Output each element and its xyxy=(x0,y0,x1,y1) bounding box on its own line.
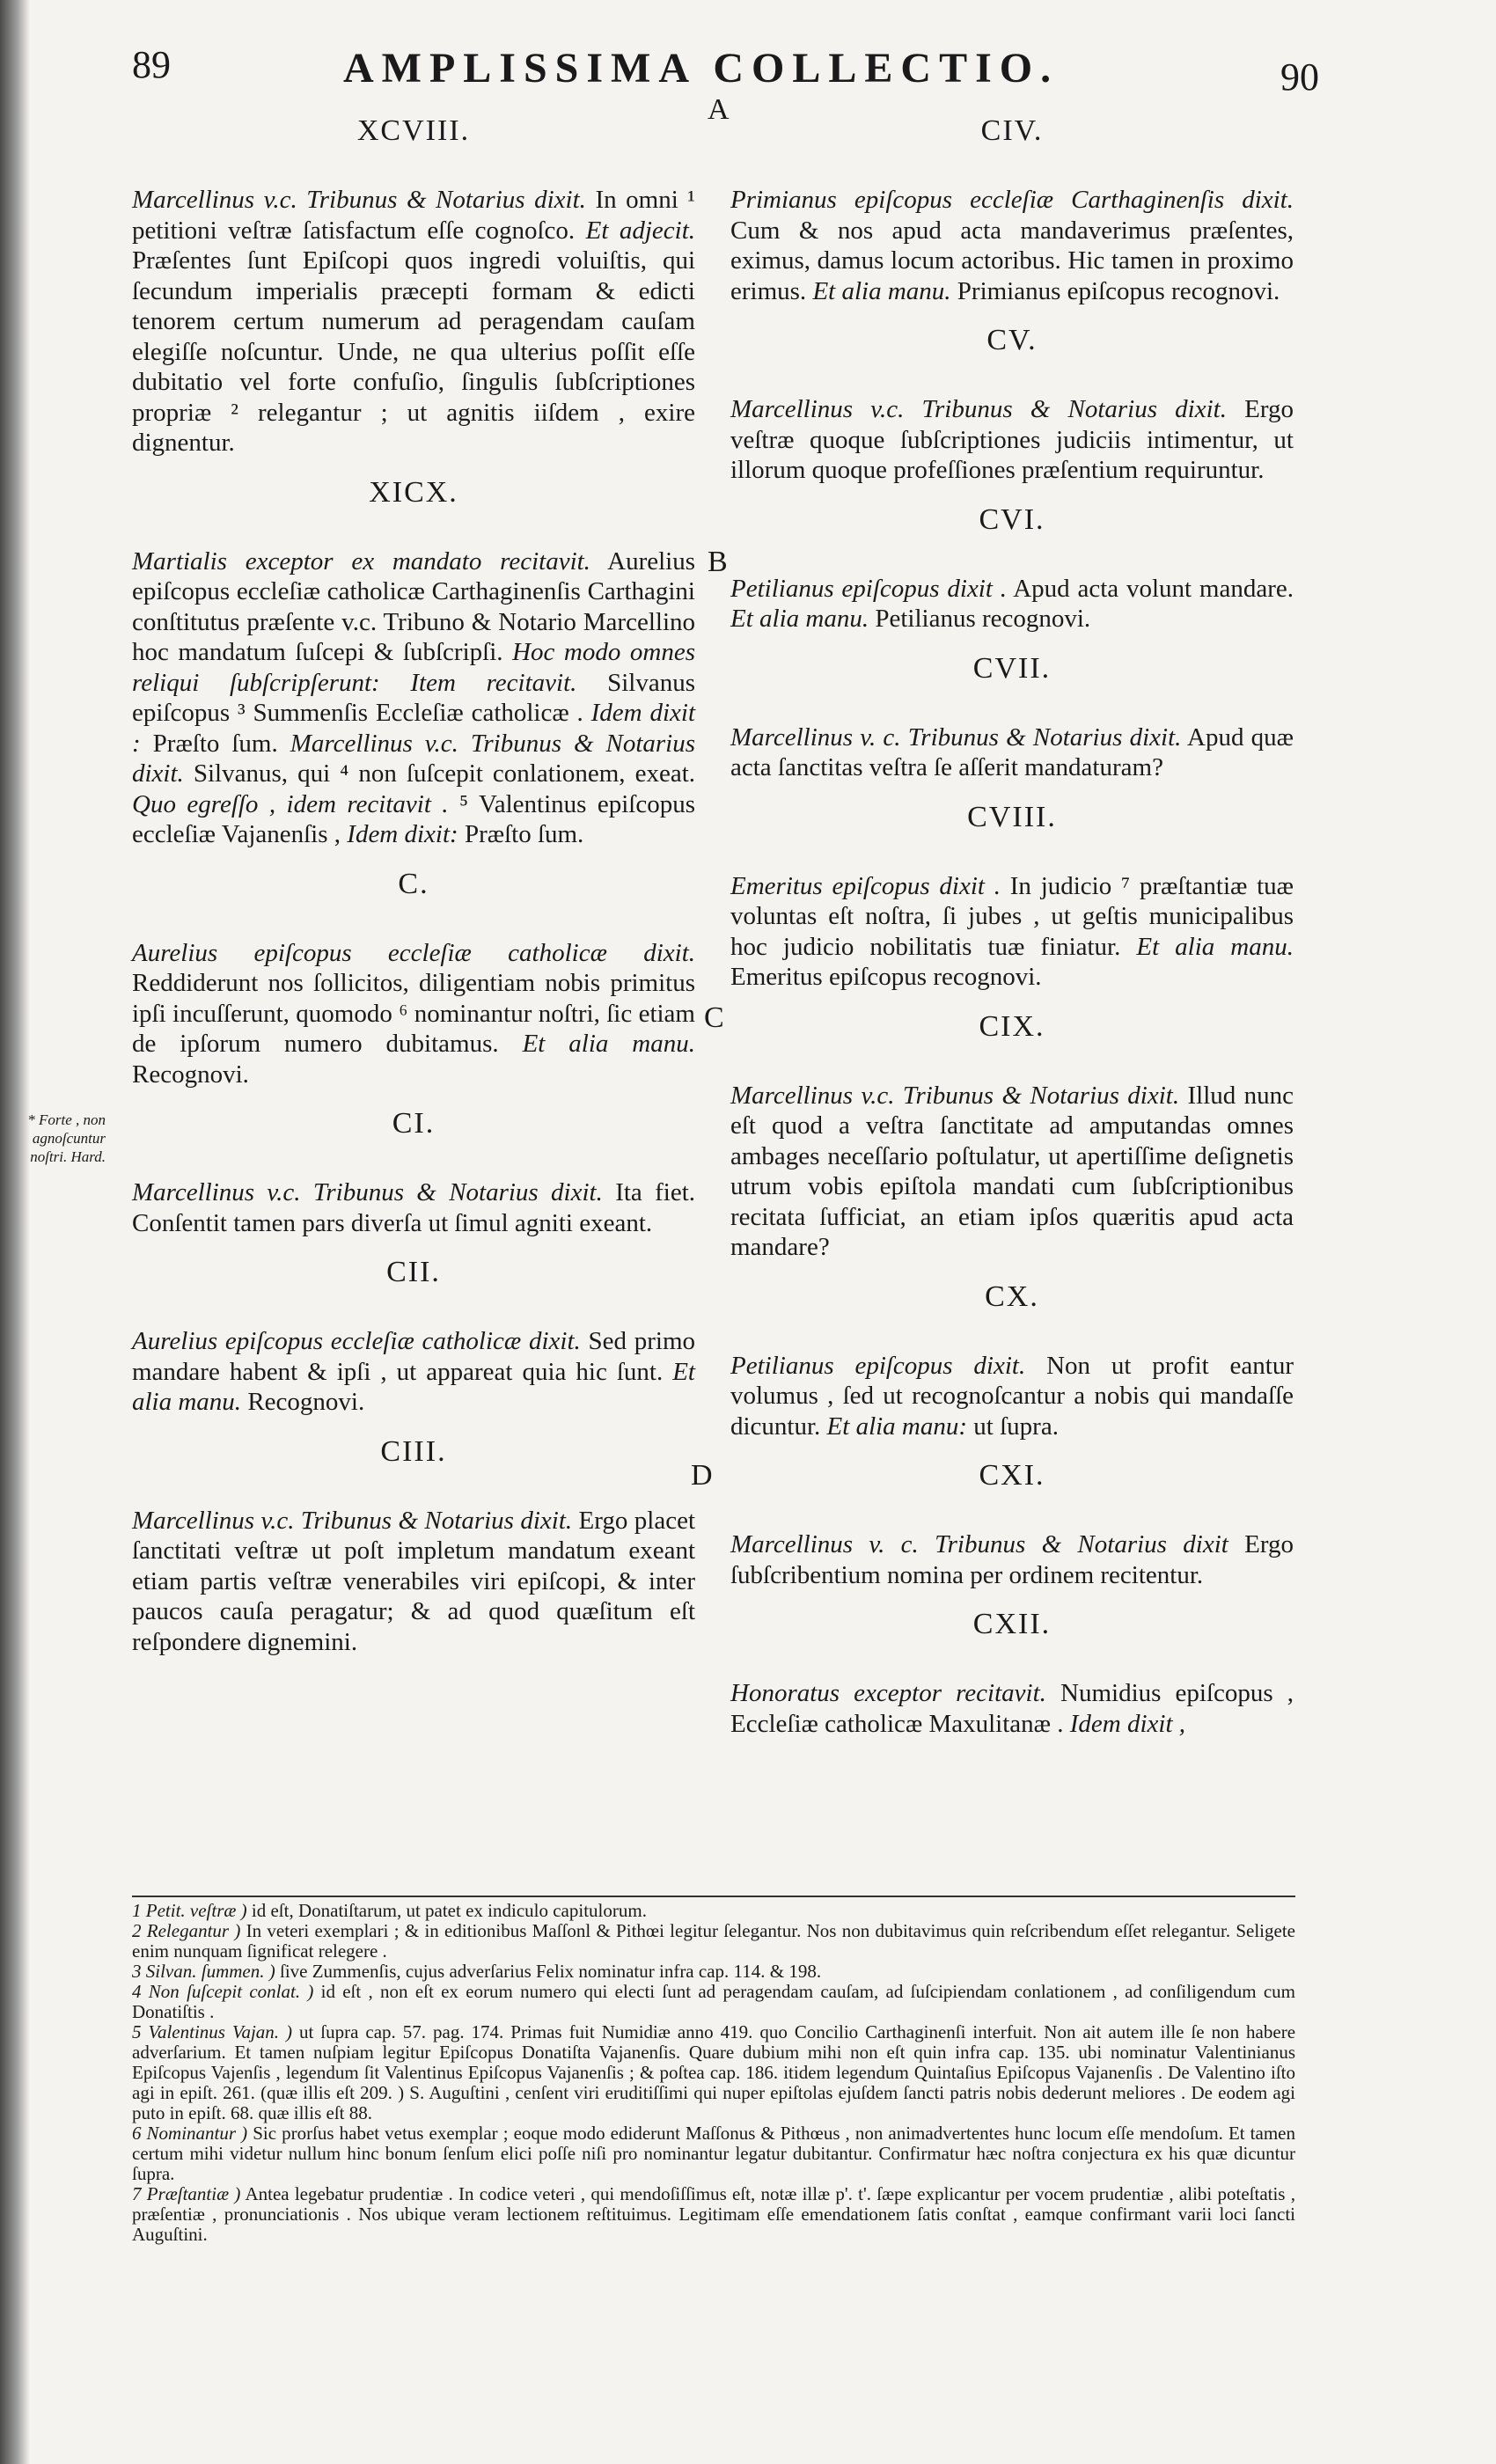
chapter-heading: CIII. xyxy=(380,1434,447,1468)
speaker: Marcellinus v. c. Tribunus & Notarius dixit xyxy=(730,1530,1228,1558)
margin-note: * Forte , non agnoſcuntur noſtri. Hard. xyxy=(27,1111,106,1165)
page-number-right: 90 xyxy=(1280,55,1319,99)
page-edge-shadow xyxy=(0,0,30,2464)
chapter-text: Marcellinus v.c. Tribunus & Notarius dixit. In omni ¹ petitioni veſtræ ſatisfactum eſſe cognoſco. Et adjecit. Præſentes ſunt Epiſcopi quos ingredi voluiſtis, qui ſecundum imperialis præcepti formam & edicti tenorem certum numerum ad peragendam cauſam elegiſſe noſcuntur. Unde, ne qua ulterius poſſit eſſe dubitatio vel forte confuſio, ſingulis ſubſcriptiones propriæ ² relegantur ; ut agnitis iiſdem , exire dignentur. xyxy=(132,186,696,457)
page-number-left: 89 xyxy=(132,43,171,86)
chapter-heading: CXII. xyxy=(972,1608,1052,1640)
speaker: Marcellinus v.c. Tribunus & Notarius dixit. xyxy=(730,395,1227,423)
chapter-heading: CVI. xyxy=(979,502,1045,536)
chapter-text: Emeritus epiſcopus dixit . In judicio ⁷ præſtantiæ tuæ voluntas eſt noſtra, ſi jubes , ut geſtis municipalibus hoc judicio nobilitatis tuæ finiatur. Et alia manu. Emeritus epiſcopus recognovi. xyxy=(730,871,1294,991)
footnote: 6 Nominantur ) Sic prorſus habet vetus exemplar ; eoque modo ediderunt Maſſonus & Pithœus , non animadvertentes hunc locum eſſe mendoſum. Et tamen certum mihi videtur nullum hinc bonum ſenſum elici poſſe niſi pro nominantur legatur dubitantur. Confirmatur hæc noſtra conjectura ex his quæ dicuntur ſupra. xyxy=(132,2123,1295,2184)
chapter-section xyxy=(730,503,1294,634)
chapter-heading: CI. xyxy=(392,1107,436,1140)
chapter-heading: XICX. xyxy=(369,475,458,509)
footnote: 1 Petit. veſtræ ) id eſt, Donatiſtarum, ut patet ex indiculo capitulorum. xyxy=(132,1900,647,1921)
section-letter-a: A xyxy=(708,93,730,126)
chapter-heading: CVII. xyxy=(972,651,1052,685)
chapter-section xyxy=(730,1608,1294,1739)
chapter-section xyxy=(132,1107,695,1238)
chapter-section xyxy=(730,1010,1294,1263)
running-title: AMPLISSIMA COLLECTIO. xyxy=(343,45,1060,92)
speaker: Primianus epiſcopus eccleſiæ Carthaginenſis dixit. xyxy=(730,186,1294,214)
chapter-text: Petilianus epiſcopus dixit . Apud acta volunt mandare. Et alia manu. Petilianus recognovi. xyxy=(730,574,1294,633)
chapter-heading: C. xyxy=(398,867,429,900)
chapter-heading: CXI. xyxy=(979,1459,1045,1492)
chapter-section xyxy=(132,476,695,850)
chapter-text: Marcellinus v.c. Tribunus & Notarius dixit. Illud nunc eſt quod a veſtra ſanctitate ad amputandas omnes ambages neceſſario poſtulatur, ut apertiſſime deſignetis utrum vobis epiſtola mandati cum ſubſcriptionibus recitata ſufficiat, an etiam ipſos quæritis apud acta mandare? xyxy=(730,1081,1294,1261)
chapter-text: Petilianus epiſcopus dixit. Non ut profit eantur volumus , ſed ut recognoſcantur a nobis qui mandaſſe dicuntur. Et alia manu: ut ſupra. xyxy=(730,1351,1294,1441)
chapter-heading: CII. xyxy=(386,1256,441,1288)
chapter-text: Marcellinus v.c. Tribunus & Notarius dixit. Ergo veſtræ quoque ſubſcriptiones judiciis intimentur, ut illorum quoque profeſſiones præſentium requiruntur. xyxy=(730,395,1294,484)
chapter-section xyxy=(132,868,695,1090)
chapter-text: Aurelius epiſcopus eccleſiæ catholicæ dixit. Reddiderunt nos ſollicitos, diligentiam nobis primitus ipſi incuſſerunt, quomodo ⁶ nominantur noſtri, ſic etiam de ipſorum numero dubitamus. Et alia manu. Recognovi. xyxy=(132,938,695,1089)
section-letter-c: C xyxy=(704,1001,724,1034)
chapter-heading: CIX. xyxy=(979,1009,1045,1043)
chapter-text: Marcellinus v. c. Tribunus & Notarius dixit. Apud quæ acta ſanctitas veſtra ſe aſſerit mandaturam? xyxy=(730,722,1294,781)
chapter-text: Honoratus exceptor recitavit. Numidius epiſcopus , Eccleſiæ catholicæ Maxulitanæ . Idem dixit , xyxy=(730,1679,1294,1738)
footnote-rule xyxy=(132,1896,1295,1897)
chapter-section xyxy=(730,1459,1294,1590)
speaker: Marcellinus v.c. Tribunus & Notarius dixit. xyxy=(132,1506,573,1535)
chapter-heading: CX. xyxy=(985,1280,1039,1313)
chapter-section xyxy=(730,652,1294,783)
chapter-section xyxy=(730,114,1294,306)
chapter-section xyxy=(132,114,695,458)
section-letter-b: B xyxy=(708,546,728,578)
chapter-heading: CV. xyxy=(986,324,1038,356)
chapter-text: Marcellinus v. c. Tribunus & Notarius dixit Ergo ſubſcribentium nomina per ordinem recitentur. xyxy=(730,1530,1294,1589)
speaker: Honoratus exceptor recitavit. xyxy=(730,1679,1046,1707)
footnote: 2 Relegantur ) In veteri exemplari ; & in editionibus Maſſonl & Pithœi legitur ſelegantur. Nos non dubitavimus quin reſcribendum eſſet relegantur. Seligete enim nunquam ſignificat relegere . xyxy=(132,1920,1295,1962)
speaker: Petilianus epiſcopus dixit . xyxy=(730,574,1007,603)
speaker: Marcellinus v. c. Tribunus & Notarius dixit. xyxy=(730,722,1182,752)
footnote: 5 Valentinus Vajan. ) ut ſupra cap. 57. pag. 174. Primas fuit Numidiæ anno 419. quo Concilio Carthaginenſi interfuit. Non ait autem ille ſe non habere adverſarium. Et tamen nuſpiam legitur Epiſcopus Donatiſta Vajanenſis. Quare dubium mihi non eſt quin infra cap. 135. ubi nominatur Valentinianus Epiſcopus Vajenſis , legendum ſit Valentinus Epiſcopus Vajanenſis ; & poſtea cap. 186. itidem legendum Quintaſius Epiſcopus Vajanenſis . De Valentino iſto agi in epiſt. 261. (quæ illis eſt 209. ) S. Auguſtini , cenſent viri eruditiſſimi qui nuper epiſtolas ejuſdem ſancti patris nobis dederunt meliores . De eodem agi puto in epiſt. 68. quæ illis eſt 88. xyxy=(132,2021,1296,2123)
chapter-section xyxy=(730,1280,1294,1442)
chapter-text: Aurelius epiſcopus eccleſiæ catholicæ dixit. Sed primo mandare habent & ipſi , ut appareat quia hic ſunt. Et alia manu. Recognovi. xyxy=(132,1327,696,1416)
footnote: 7 Præſtantiæ ) Antea legebatur prudentiæ . In codice veteri , qui mendoſiſſimus eſt, notæ illæ p'. t'. ſæpe explicantur per vocem prudentiæ , alibi poteſtatis , præſentiæ , pronunciationis . Nos ubique veram lectionem reſtituimus. Legitimam eſſe emendationem ſatis conſtat , eamque confirmant varii loci ſancti Auguſtini. xyxy=(132,2183,1295,2245)
page-header xyxy=(0,35,1496,97)
chapter-heading: CIV. xyxy=(980,114,1044,147)
speaker: Marcellinus v.c. Tribunus & Notarius dixit. xyxy=(730,1081,1180,1110)
footnotes xyxy=(132,1901,1295,2245)
speaker: Marcellinus v.c. Tribunus & Notarius dixit. xyxy=(132,186,586,214)
chapter-text: Primianus epiſcopus eccleſiæ Carthaginenſis dixit. Cum & nos apud acta mandaverimus præſentes, eximus, damus locum actoribus. Hic tamen in proximo erimus. Et alia manu. Primianus epiſcopus recognovi. xyxy=(730,186,1294,305)
speaker: Marcellinus v.c. Tribunus & Notarius dixit. xyxy=(132,1178,603,1206)
speaker: Emeritus epiſcopus dixit . xyxy=(730,871,1001,900)
chapter-heading: XCVIII. xyxy=(356,114,471,147)
chapter-heading: CVIII. xyxy=(967,800,1057,833)
left-column xyxy=(132,114,695,1675)
chapter-text: Marcellinus v.c. Tribunus & Notarius dixit. Ergo placet ſanctitati veſtræ ut poſt impletum mandatum exeant etiam partis veſtræ venerabiles viri epiſcopi, & inter paucos cauſa peragatur; & ad quod quæſitum eſt reſpondere dignemini. xyxy=(132,1506,695,1656)
speaker: Martialis exceptor ex mandato recitavit. xyxy=(132,546,590,576)
chapter-section xyxy=(730,324,1294,486)
chapter-text: Martialis exceptor ex mandato recitavit. Aurelius epiſcopus eccleſiæ catholicæ Carthaginenſis Carthagini conſtitutus præſente v.c. Tribuno & Notario Marcellino hoc mandatum ſuſcepi & ſubſcripſi. Hoc modo omnes reliqui ſubſcripſerunt: Item recitavit. Silvanus epiſcopus ³ Summenſis Eccleſiæ catholicæ . Idem dixit : Præſto ſum. Marcellinus v.c. Tribunus & Notarius dixit. Silvanus, qui ⁴ non ſuſcepit conlationem, exeat. Quo egreſſo , idem recitavit . ⁵ Valentinus epiſcopus eccleſiæ Vajanenſis , Idem dixit: Præſto ſum. xyxy=(132,546,696,848)
chapter-section xyxy=(132,1256,695,1418)
chapter-section xyxy=(132,1435,695,1658)
speaker: Aurelius epiſcopus eccleſiæ catholicæ dixit. xyxy=(132,938,695,967)
footnote: 4 Non ſuſcepit conlat. ) id eſt , non eſt ex eorum numero qui electi ſunt ad peragendam cauſam, ad ſuſcipiendam conlationem , ad conſiligendum cum Donatiſtis . xyxy=(132,1981,1295,2022)
chapter-section xyxy=(730,801,1294,993)
speaker: Petilianus epiſcopus dixit. xyxy=(730,1351,1026,1380)
section-letter-d: D xyxy=(691,1459,713,1492)
footnote: 3 Silvan. ſummen. ) ſive Zummenſis, cujus adverſarius Felix nominatur infra cap. 114. & 198. xyxy=(132,1961,822,1982)
chapter-text: Marcellinus v.c. Tribunus & Notarius dixit. Ita fiet. Conſentit tamen pars diverſa ut ſimul agniti exeant. xyxy=(132,1178,696,1237)
right-column xyxy=(730,114,1294,1756)
speaker: Aurelius epiſcopus eccleſiæ catholicæ dixit. xyxy=(132,1327,581,1355)
